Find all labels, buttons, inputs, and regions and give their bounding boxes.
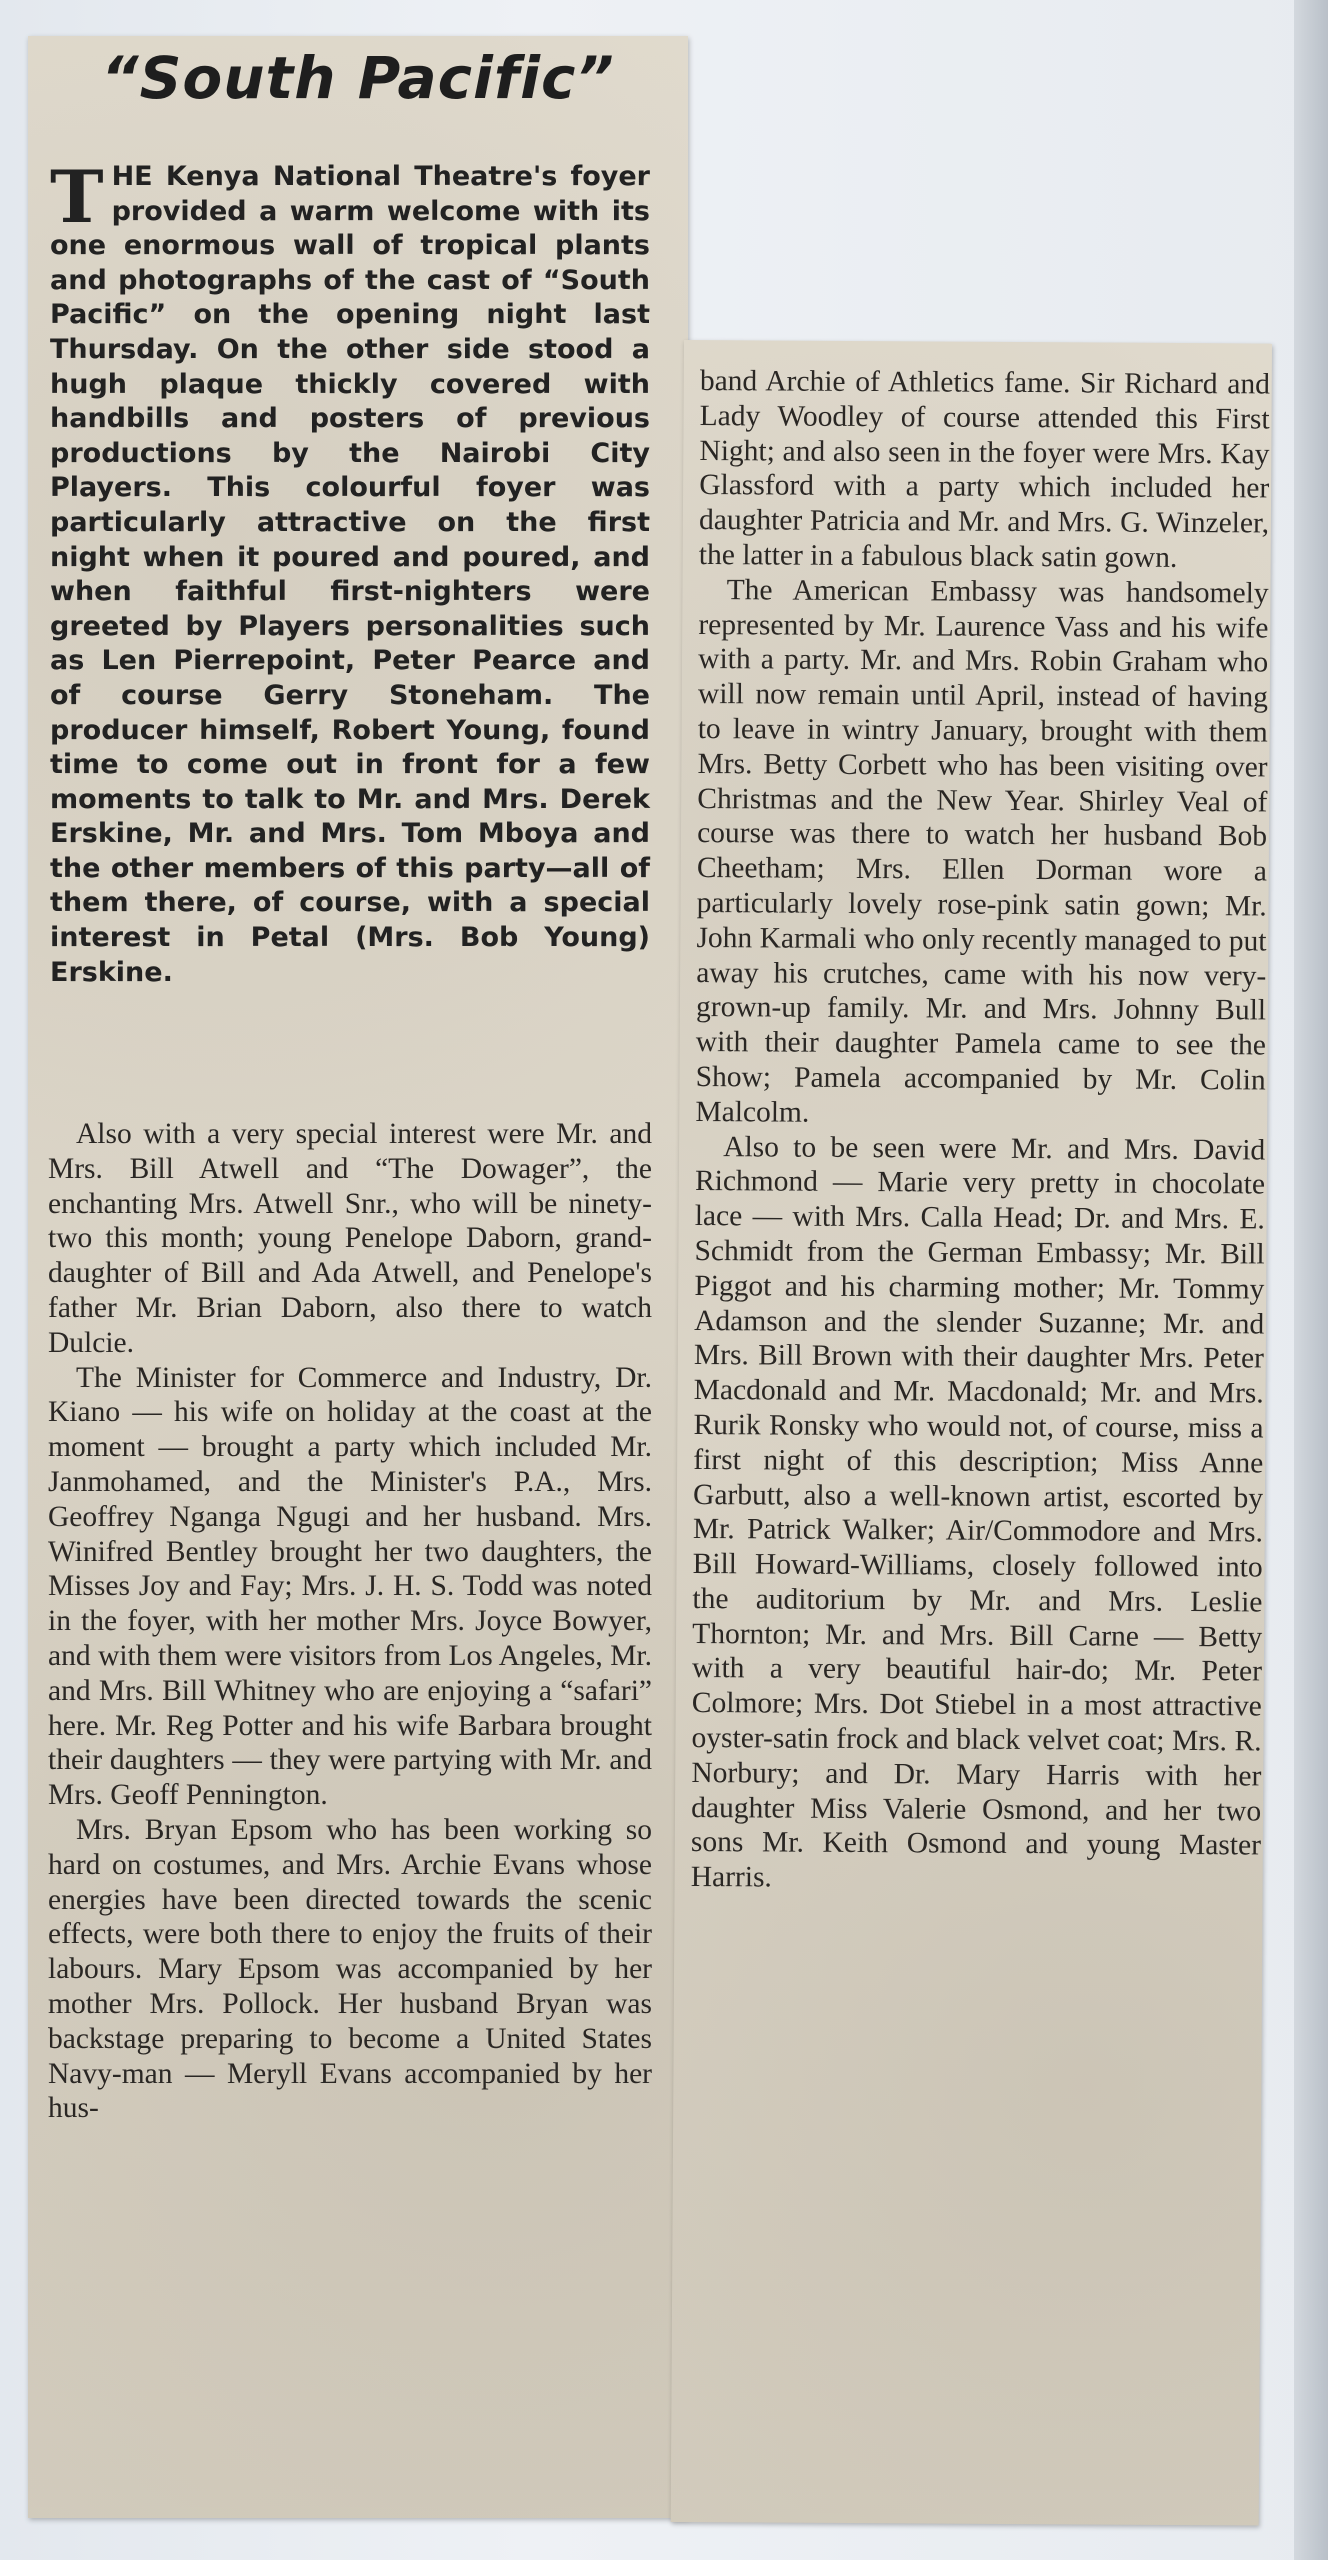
paragraph-atwell: Also with a very special interest were Mr. and Mrs. Bill Atwell and “The Dowager”, the enchanting Mrs. Atwell Snr., who will be ninety-two this month; young Penelope Daborn, grand-daughter of Bill and Ada Atwell, and Penelope's father Mr. Brian Daborn, also there to watch Dulcie. [48, 1118, 652, 1359]
paragraph-embassy: The American Embassy was handsomely represented by Mr. Laurence Vass and his wife with a party. Mr. and Mrs. Robin Graham who will now remain until April, instead of having to leave in wintry January, brought with them Mrs. Betty Corbett who has been visiting over Christmas and the New Year. Shirley Veal of course was there to watch her husband Bob Cheetham; Mrs. Ellen Dorman wore a particularly lovely rose-pink satin gown; Mr. John Karmali who only recently managed to put away his crutches, came with his now very-grown-up family. Mr. and Mrs. Johnny Bull with their daughter Pamela came to see the Show; Pamela accompanied by Mr. Colin Malcolm. [695, 573, 1269, 1129]
paragraph-continued: band Archie of Athletics fame. Sir Richard and Lady Woodley of course attended this First Night; and also seen in the foyer were Mrs. Kay Glassford with a party which included her daughter Patricia and Mr. and Mrs. G. Winzeler, the latter in a fabulous black satin gown. [698, 364, 1270, 574]
page-edge-shadow [1294, 0, 1328, 2560]
lead-paragraph: HE Kenya National Theatre's foyer provided a warm welcome with its one enormous wall of tropical plants and photographs of the cast of “South Pacific” on the opening night last Thursday. On the other side stood a hugh plaque thickly covered with handbills and posters of previous productions by the Nairobi City Players. This colourful foyer was particularly attractive on the first night when it poured and poured, and when faithful first-nighters were greeted by Players personalities such as Len Pierrepoint, Peter Pearce and of course Gerry Stoneham. The producer himself, Robert Young, found time to come out in front for a few moments to talk to Mr. and Mrs. Derek Erskine, Mr. and Mrs. Tom Mboya and the other members of this party—all of them there, of course, with a special interest in Petal (Mrs. Bob Young) Erskine. [50, 161, 650, 988]
left-column-body [48, 1117, 652, 2126]
drop-cap: T [50, 154, 104, 239]
paragraph-minister: The Minister for Commerce and Industry, Dr. Kiano — his wife on holiday at the coast at the moment — brought a party which included Mr. Janmohamed, and the Minister's P.A., Mrs. Geoffrey Nganga Ngugi and her husband. Mrs. Winifred Bentley brought her two daughters, the Misses Joy and Fay; Mrs. J. H. S. Todd was noted in the foyer, with her mother Mrs. Joyce Bowyer, and with them were visitors from Los Angeles, Mr. and Mrs. Bill Whitney who are enjoying a “safari” here. Mr. Reg Potter and his wife Barbara brought their daughters — they were partying with Mr. and Mrs. Geoff Pennington. [48, 1361, 652, 1812]
right-column-body [691, 364, 1270, 1899]
article-headline: “South Pacific” [101, 44, 615, 112]
paragraph-epsom: Mrs. Bryan Epsom who has been working so hard on costumes, and Mrs. Archie Evans whose energies have been directed towards the scenic effects, were both there to enjoy the fruits of their labours. Mary Epsom was accompanied by her mother Mrs. Pollock. Her husband Bryan was backstage preparing to become a United States Navy-man — Meryll Evans accompanied by her hus- [48, 1813, 652, 2125]
paragraph-also-seen: Also to be seen were Mr. and Mrs. David Richmond — Marie very pretty in chocolate lace — with Mrs. Calla Head; Dr. and Mrs. E. Schmidt from the German Embassy; Mr. Bill Piggot and his charming mother; Mr. Tommy Adamson and the slender Suzanne; Mr. and Mrs. Bill Brown with their daughter Mrs. Peter Macdonald and Mr. Macdonald; Mr. and Mrs. Rurik Ronsky who would not, of course, miss a first night of this description; Miss Anne Garbutt, also a well-known artist, escorted by Mr. Patrick Walker; Air/Commodore and Mrs. Bill Howard-Williams, closely followed into the auditorium by Mr. and Mrs. Leslie Thornton; Mr. and Mrs. Bill Carne — Betty with a very beautiful hair-do; Mr. Peter Colmore; Mrs. Dot Stiebel in a most attractive oyster-satin frock and black velvet coat; Mrs. R. Norbury; and Dr. Mary Harris with her daughter Miss Valerie Osmond, and her two sons Mr. Keith Osmond and young Master Harris. [690, 1130, 1266, 1894]
lead-paragraph-block [50, 154, 650, 990]
